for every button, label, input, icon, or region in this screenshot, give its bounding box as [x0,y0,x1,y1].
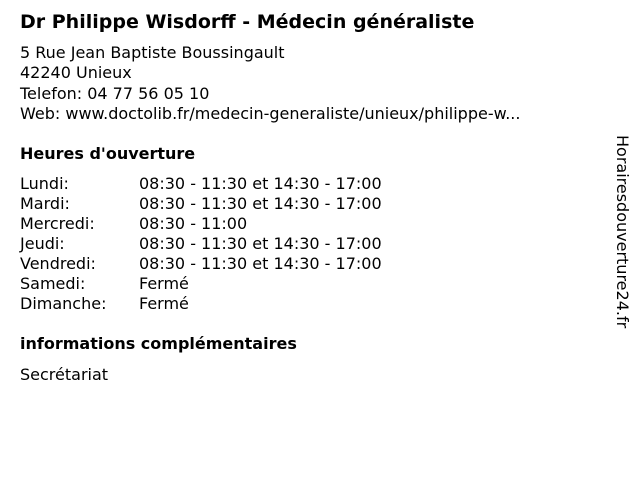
hours-row-monday [20,174,580,194]
address-city: 42240 Unieux [20,63,132,82]
time-range: 08:30 - 11:30 et 14:30 - 17:00 [139,174,382,193]
additional-info-heading: informations complémentaires [20,334,297,353]
hours-row-thursday [20,234,580,254]
time-range: 08:30 - 11:30 et 14:30 - 17:00 [139,234,382,253]
additional-info-text: Secrétariat [20,365,109,384]
website-link[interactable]: Web: www.doctolib.fr/medecin-generaliste/unieux/philippe-w... [20,104,521,123]
hours-row-friday [20,254,580,274]
opening-hours-heading: Heures d'ouverture [20,144,196,163]
hours-row-saturday [20,274,580,294]
site-watermark[interactable]: Horairesdouverture24.fr [613,135,632,329]
page-title: Dr Philippe Wisdorff - Médecin généraliste [20,11,475,33]
time-range: Fermé [139,294,189,313]
hours-row-tuesday [20,194,580,214]
hours-row-wednesday [20,214,580,234]
day-label: Jeudi: [20,234,65,253]
time-range: 08:30 - 11:00 [139,214,248,233]
day-label: Samedi: [20,274,86,293]
day-label: Vendredi: [20,254,96,273]
time-range: Fermé [139,274,189,293]
time-range: 08:30 - 11:30 et 14:30 - 17:00 [139,254,382,273]
day-label: Lundi: [20,174,69,193]
day-label: Mardi: [20,194,70,213]
time-range: 08:30 - 11:30 et 14:30 - 17:00 [139,194,382,213]
day-label: Dimanche: [20,294,107,313]
hours-row-sunday [20,294,580,314]
address-street: 5 Rue Jean Baptiste Boussingault [20,43,285,62]
day-label: Mercredi: [20,214,95,233]
phone-number[interactable]: Telefon: 04 77 56 05 10 [20,84,210,103]
